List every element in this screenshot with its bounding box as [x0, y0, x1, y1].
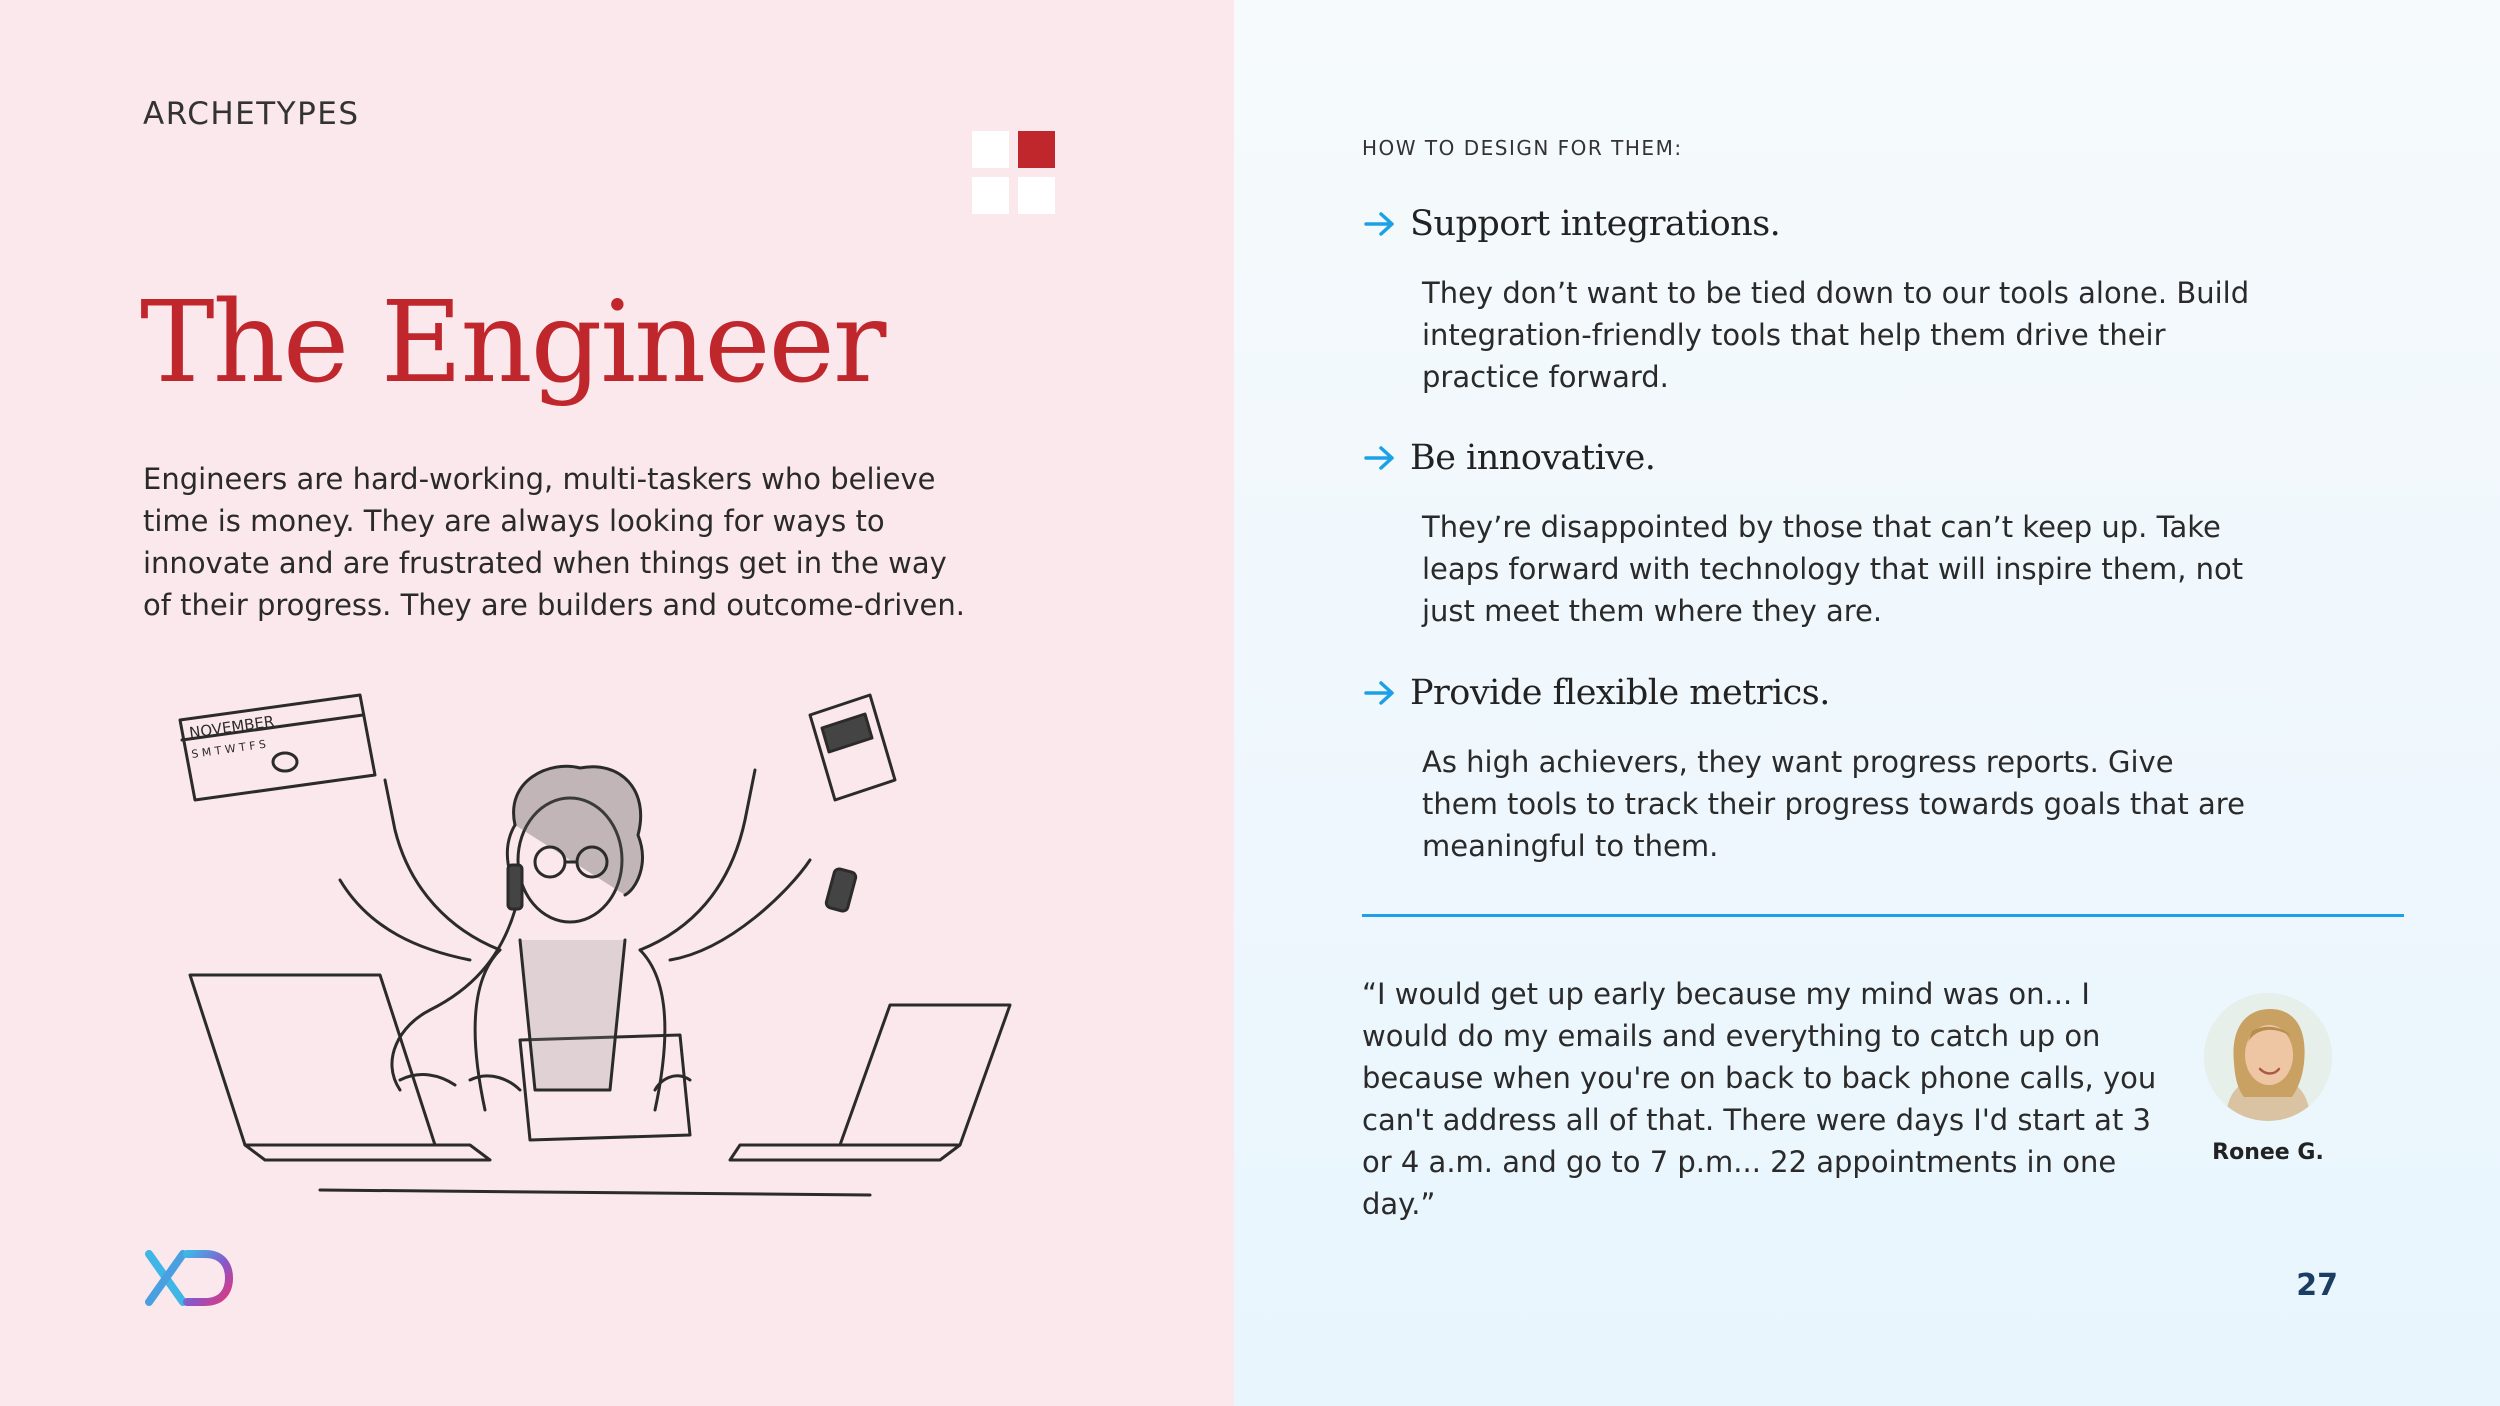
customer-quote: “I would get up early because my mind was on... I would do my emails and everything to catch up on because when you're on back to back phone calls, you can't address all of that. There were days I'd start at 3 or 4 a.m. and go to 7 p.m... 22 appointments in one day.” [1362, 977, 2157, 1221]
page-title: The Engineer [140, 278, 885, 408]
grid-squares-decoration [972, 131, 1055, 214]
calendar-month-text: NOVEMBER [188, 712, 276, 742]
tip-heading [1362, 432, 2262, 484]
square-bottom-left [972, 177, 1009, 214]
section-label: ARCHETYPES [143, 96, 360, 132]
tip-support-integrations [1362, 198, 2262, 398]
left-panel [0, 0, 1234, 1406]
tip-body: As high achievers, they want progress reports. Give them tools to track their progress towards goals that are meaningful to them. [1422, 745, 2245, 863]
tip-body: They don’t want to be tied down to our tools alone. Build integration-friendly tools that help them drive their practice forward. [1422, 276, 2250, 394]
tip-title: Be innovative. [1410, 438, 1656, 478]
arrow-right-icon [1362, 444, 1398, 472]
section-divider [1362, 914, 2404, 917]
tip-title: Provide flexible metrics. [1410, 673, 1830, 713]
tip-flexible-metrics [1362, 667, 2262, 867]
tip-heading [1362, 198, 2262, 250]
design-section-label: HOW TO DESIGN FOR THEM: [1362, 136, 1683, 160]
xd-logo-icon [143, 1248, 235, 1308]
square-top-left [972, 131, 1009, 168]
quote-author-name: Ronee G. [2212, 1140, 2324, 1165]
tip-be-innovative [1362, 432, 2262, 632]
intro-paragraph: Engineers are hard-working, multi-taskers who believe time is money. They are always looking for ways to innovate and are frustrated when things get in the way of their progress. They are builders and outcome-driven. [143, 462, 965, 622]
calendar-weekdays-text: S M T W T F S [190, 737, 267, 761]
arrow-right-icon [1362, 679, 1398, 707]
page-number: 27 [2296, 1268, 2338, 1303]
engineer-illustration [170, 690, 1060, 1250]
avatar [2204, 993, 2332, 1121]
person-photo-icon [2204, 993, 2332, 1121]
square-top-right [1018, 131, 1055, 168]
arrow-right-icon [1362, 210, 1398, 238]
tip-title: Support integrations. [1410, 204, 1781, 244]
tip-heading [1362, 667, 2262, 719]
square-bottom-right [1018, 177, 1055, 214]
tip-body: They’re disappointed by those that can’t keep up. Take leaps forward with technology that will inspire them, not just meet them where they are. [1422, 510, 2244, 628]
